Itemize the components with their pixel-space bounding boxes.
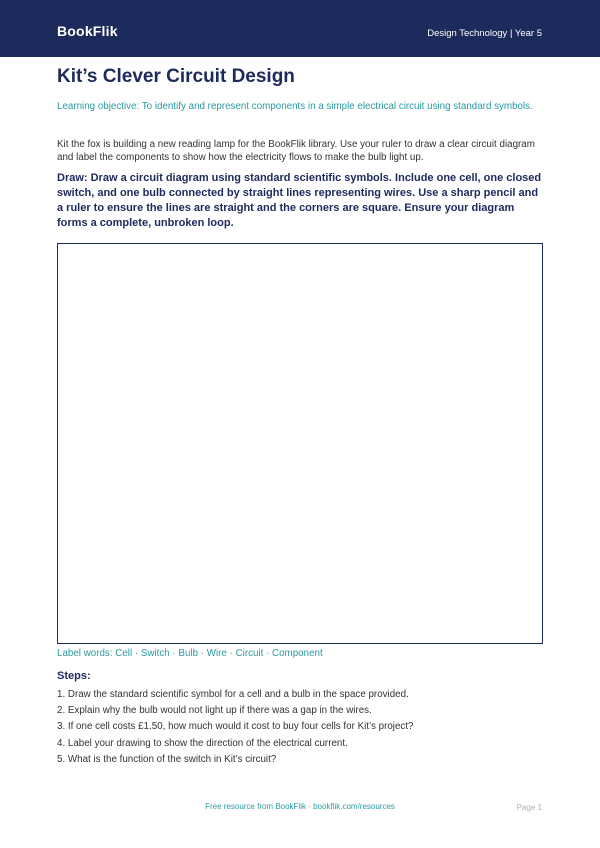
step-item: 1. Draw the standard scientific symbol for a cell and a bulb in the space provided. — [57, 689, 409, 700]
label-words: Label words: Cell · Switch · Bulb · Wire · Circuit · Component — [57, 648, 323, 659]
header-bar — [0, 0, 600, 57]
step-item: 5. What is the function of the switch in Kit’s circuit? — [57, 753, 277, 765]
step-item: 4. Label your drawing to show the direction of the electrical current. — [57, 737, 348, 749]
drawing-area-box[interactable] — [57, 243, 543, 644]
draw-task-instructions: Draw: Draw a circuit diagram using standard scientific symbols. Include one cell, one closed switch, and one bulb connected by straight lines representing wires. Use a sharp pencil and a ruler to ensure the lines are straight and the corners are square. Ensure your diagram forms a complete, unbroken loop. — [57, 172, 542, 229]
steps-list — [57, 688, 414, 769]
step-item: 3. If one cell costs £1.50, how much would it cost to buy four cells for Kit’s project? — [57, 721, 414, 733]
subject-year-label: Design Technology | Year 5 — [427, 28, 542, 39]
steps-heading: Steps: — [57, 670, 91, 682]
brand-logo-text: BookFlik — [57, 23, 118, 39]
learning-objective: Learning objective: To identify and represent components in a simple electrical circuit using standard symbols. — [57, 101, 533, 112]
intro-text: Kit the fox is building a new reading lamp for the BookFlik library. Use your ruler to draw a clear circuit diagram and label the components to show how the electricity flows to make the bulb light up. — [57, 139, 535, 163]
step-item: 2. Explain why the bulb would not light up if there was a gap in the wires. — [57, 705, 372, 717]
page-title: Kit’s Clever Circuit Design — [57, 66, 295, 87]
page-number: Page 1 — [516, 803, 542, 812]
footer-resource-link: Free resource from BookFlik · bookflik.com/resources — [205, 802, 395, 811]
